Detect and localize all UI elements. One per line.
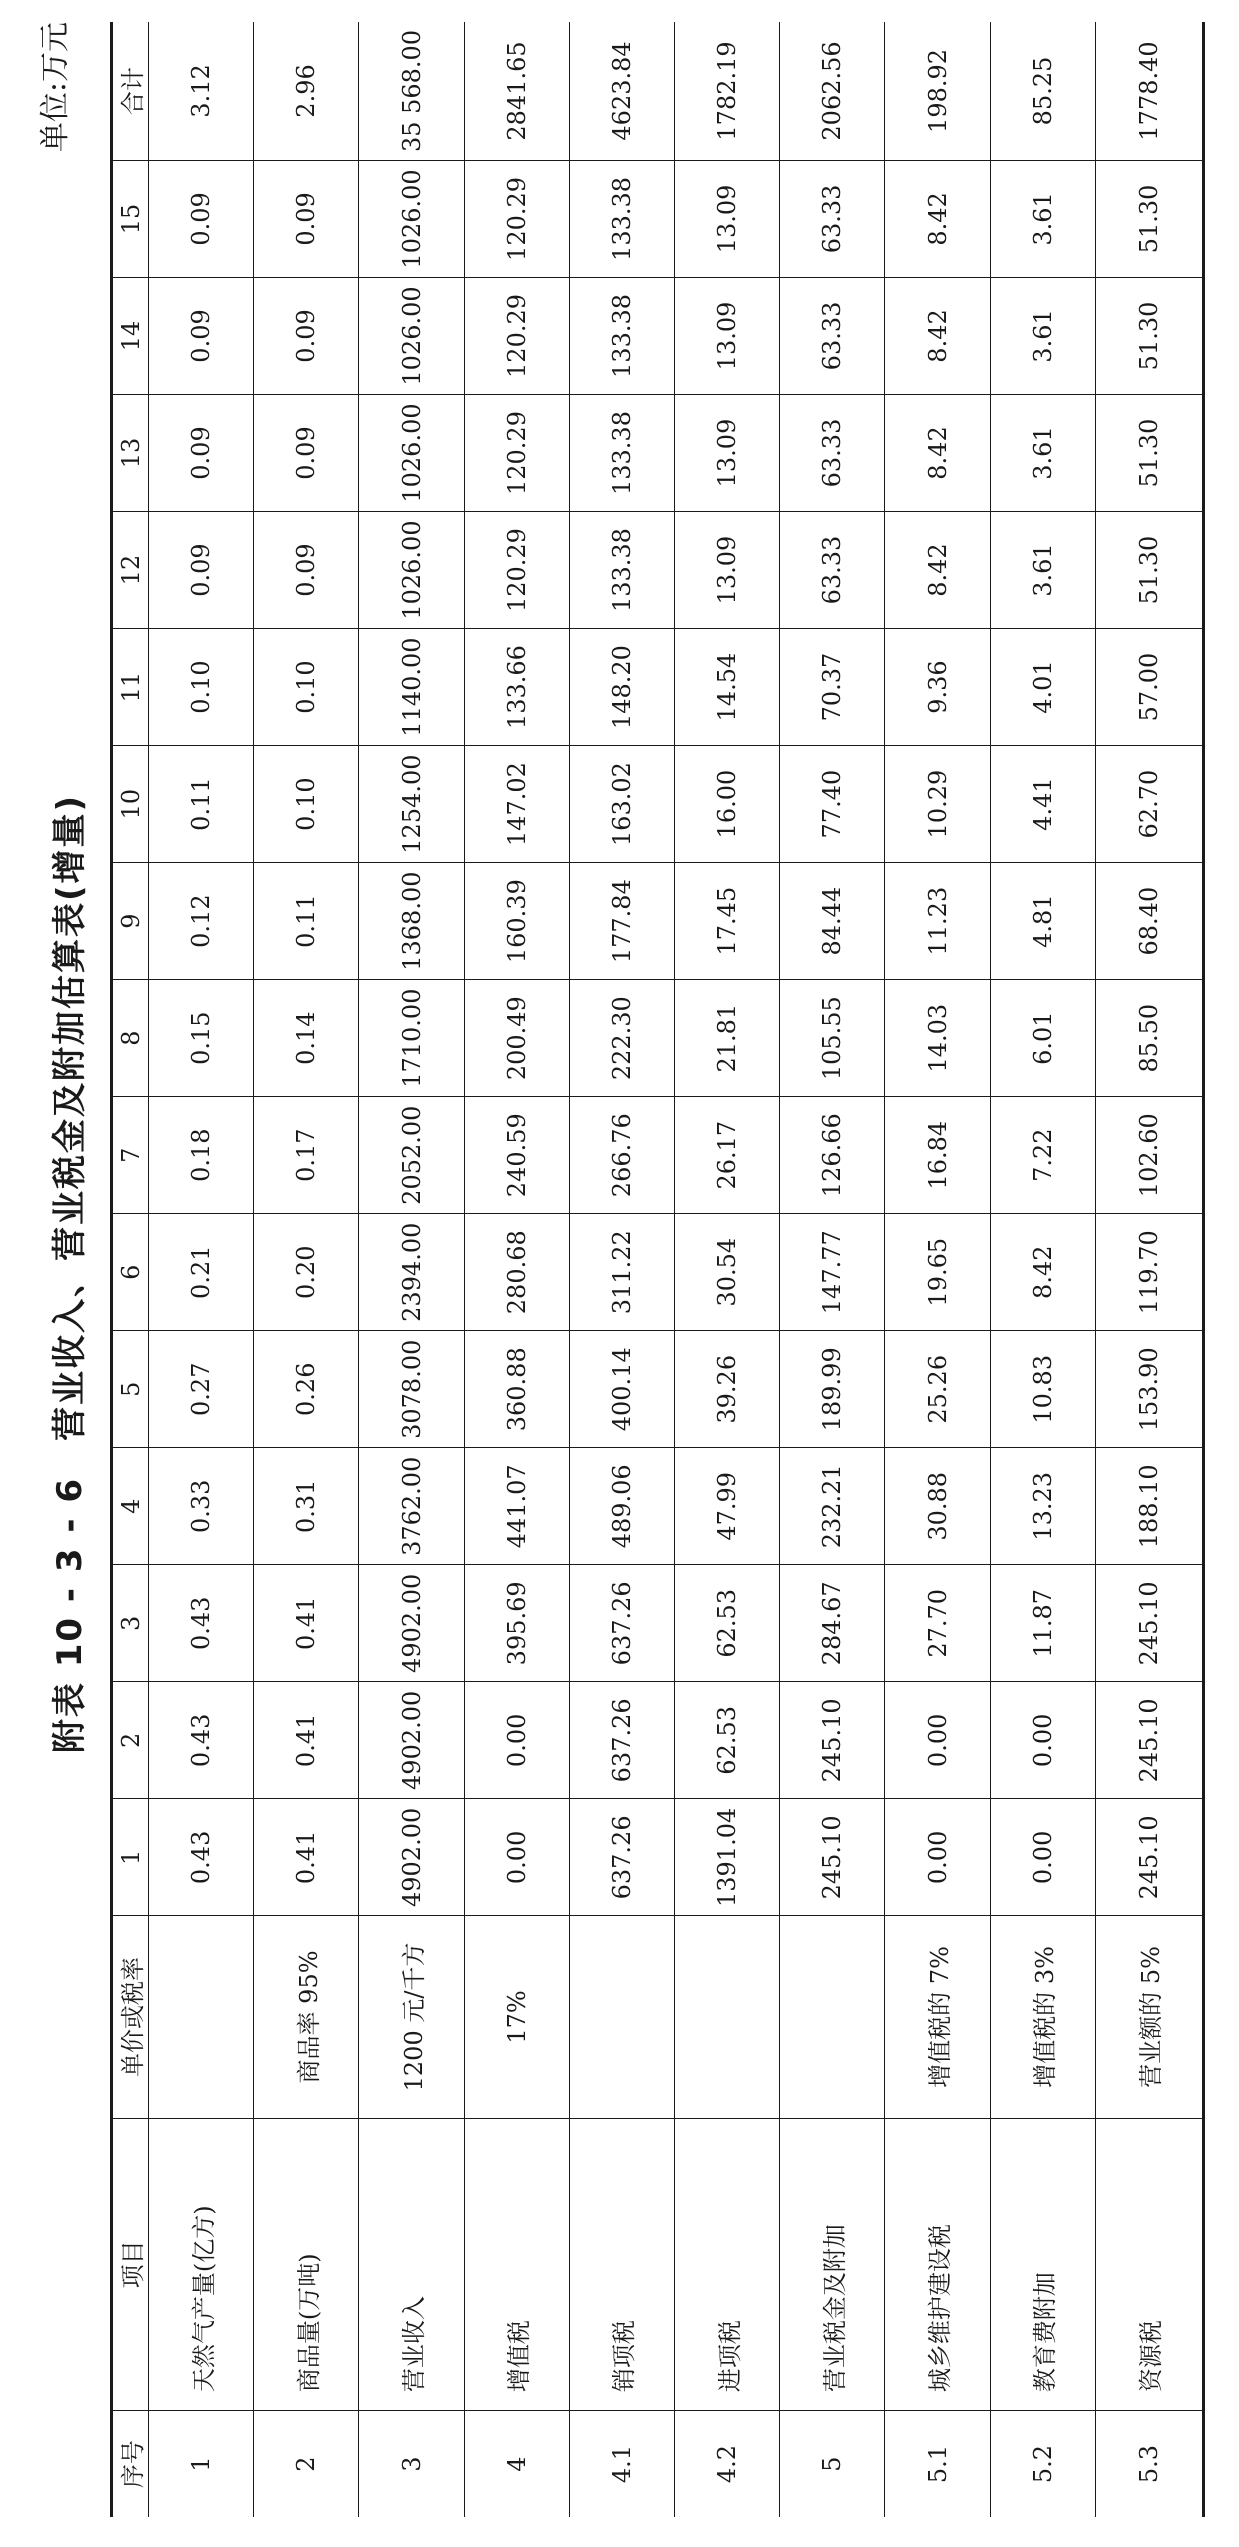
value-cell: 19.65 — [885, 1214, 990, 1331]
rate-cell: 增值税的 7% — [885, 1916, 990, 2118]
column-header: 1 — [112, 1799, 149, 1916]
row-number-cell: 2 — [254, 2411, 359, 2517]
column-header: 序号 — [112, 2411, 149, 2517]
value-cell: 245.10 — [780, 1799, 885, 1916]
value-cell: 0.31 — [254, 1448, 359, 1565]
total-cell: 4623.84 — [569, 22, 674, 160]
value-cell: 0.33 — [149, 1448, 254, 1565]
item-name-cell: 营业收入 — [359, 2118, 464, 2411]
column-header: 合计 — [112, 22, 149, 160]
value-cell: 1140.00 — [359, 629, 464, 746]
rate-cell — [780, 1916, 885, 2118]
table-row — [149, 22, 254, 2517]
rate-cell: 营业额的 5% — [1095, 1916, 1203, 2118]
item-name-cell: 城乡维护建设税 — [885, 2118, 990, 2411]
value-cell: 1254.00 — [359, 746, 464, 863]
column-header: 10 — [112, 746, 149, 863]
table-row — [359, 22, 464, 2517]
table-row — [675, 22, 780, 2517]
column-header: 8 — [112, 980, 149, 1097]
value-cell: 0.10 — [149, 629, 254, 746]
value-cell: 13.09 — [675, 394, 780, 511]
value-cell: 0.09 — [149, 160, 254, 277]
value-cell: 163.02 — [569, 746, 674, 863]
header-row — [112, 22, 149, 2517]
total-cell: 1778.40 — [1095, 22, 1203, 160]
value-cell: 4.41 — [990, 746, 1095, 863]
revenue-tax-table — [110, 22, 1205, 2517]
value-cell: 13.09 — [675, 160, 780, 277]
value-cell: 0.00 — [885, 1799, 990, 1916]
row-number-cell: 3 — [359, 2411, 464, 2517]
value-cell: 1026.00 — [359, 512, 464, 629]
value-cell: 63.33 — [780, 277, 885, 394]
value-cell: 0.43 — [149, 1565, 254, 1682]
value-cell: 51.30 — [1095, 277, 1203, 394]
value-cell: 0.11 — [254, 863, 359, 980]
value-cell: 0.43 — [149, 1682, 254, 1799]
value-cell: 3.61 — [990, 160, 1095, 277]
total-cell: 35 568.00 — [359, 22, 464, 160]
column-header: 7 — [112, 1097, 149, 1214]
column-header: 6 — [112, 1214, 149, 1331]
value-cell: 16.84 — [885, 1097, 990, 1214]
value-cell: 13.09 — [675, 512, 780, 629]
row-number-cell: 5.2 — [990, 2411, 1095, 2517]
value-cell: 13.09 — [675, 277, 780, 394]
value-cell: 3.61 — [990, 512, 1095, 629]
value-cell: 8.42 — [885, 160, 990, 277]
value-cell: 133.38 — [569, 160, 674, 277]
value-cell: 0.26 — [254, 1331, 359, 1448]
value-cell: 62.53 — [675, 1682, 780, 1799]
value-cell: 160.39 — [464, 863, 569, 980]
value-cell: 0.17 — [254, 1097, 359, 1214]
value-cell: 1391.04 — [675, 1799, 780, 1916]
value-cell: 2052.00 — [359, 1097, 464, 1214]
table-row — [990, 22, 1095, 2517]
rate-cell: 商品率 95% — [254, 1916, 359, 2118]
value-cell: 4902.00 — [359, 1799, 464, 1916]
value-cell: 284.67 — [780, 1565, 885, 1682]
value-cell: 0.10 — [254, 746, 359, 863]
column-header: 4 — [112, 1448, 149, 1565]
row-number-cell: 4 — [464, 2411, 569, 2517]
value-cell: 0.41 — [254, 1682, 359, 1799]
total-cell: 1782.19 — [675, 22, 780, 160]
unit-label: 单位:万元 — [38, 22, 73, 153]
value-cell: 30.54 — [675, 1214, 780, 1331]
table-row — [885, 22, 990, 2517]
total-cell: 3.12 — [149, 22, 254, 160]
rate-cell: 1200 元/千方 — [359, 1916, 464, 2118]
value-cell: 6.01 — [990, 980, 1095, 1097]
column-header: 14 — [112, 277, 149, 394]
value-cell: 84.44 — [780, 863, 885, 980]
value-cell: 105.55 — [780, 980, 885, 1097]
column-header: 13 — [112, 394, 149, 511]
rate-cell: 17% — [464, 1916, 569, 2118]
value-cell: 0.00 — [885, 1682, 990, 1799]
value-cell: 0.09 — [149, 394, 254, 511]
value-cell: 245.10 — [1095, 1682, 1203, 1799]
value-cell: 133.38 — [569, 277, 674, 394]
value-cell: 1026.00 — [359, 394, 464, 511]
value-cell: 0.12 — [149, 863, 254, 980]
value-cell: 77.40 — [780, 746, 885, 863]
value-cell: 245.10 — [780, 1682, 885, 1799]
value-cell: 25.26 — [885, 1331, 990, 1448]
column-header: 2 — [112, 1682, 149, 1799]
value-cell: 637.26 — [569, 1682, 674, 1799]
column-header: 15 — [112, 160, 149, 277]
value-cell: 311.22 — [569, 1214, 674, 1331]
value-cell: 1710.00 — [359, 980, 464, 1097]
table-row — [464, 22, 569, 2517]
value-cell: 148.20 — [569, 629, 674, 746]
value-cell: 26.17 — [675, 1097, 780, 1214]
value-cell: 120.29 — [464, 160, 569, 277]
column-header: 3 — [112, 1565, 149, 1682]
value-cell: 8.42 — [990, 1214, 1095, 1331]
value-cell: 0.00 — [990, 1682, 1095, 1799]
row-number-cell: 5.1 — [885, 2411, 990, 2517]
value-cell: 62.70 — [1095, 746, 1203, 863]
row-number-cell: 5.3 — [1095, 2411, 1203, 2517]
item-name-cell: 天然气产量(亿方) — [149, 2118, 254, 2411]
rate-cell — [149, 1916, 254, 2118]
value-cell: 47.99 — [675, 1448, 780, 1565]
total-cell: 85.25 — [990, 22, 1095, 160]
rate-cell — [569, 1916, 674, 2118]
row-number-cell: 4.1 — [569, 2411, 674, 2517]
value-cell: 153.90 — [1095, 1331, 1203, 1448]
value-cell: 222.30 — [569, 980, 674, 1097]
rate-cell — [675, 1916, 780, 2118]
value-cell: 4902.00 — [359, 1565, 464, 1682]
value-cell: 0.21 — [149, 1214, 254, 1331]
value-cell: 3078.00 — [359, 1331, 464, 1448]
total-cell: 198.92 — [885, 22, 990, 160]
value-cell: 0.09 — [254, 394, 359, 511]
item-name-cell: 销项税 — [569, 2118, 674, 2411]
value-cell: 360.88 — [464, 1331, 569, 1448]
value-cell: 489.06 — [569, 1448, 674, 1565]
column-header: 单价或税率 — [112, 1916, 149, 2118]
table-row — [569, 22, 674, 2517]
value-cell: 8.42 — [885, 512, 990, 629]
value-cell: 133.38 — [569, 512, 674, 629]
column-header: 5 — [112, 1331, 149, 1448]
value-cell: 0.10 — [254, 629, 359, 746]
value-cell: 1026.00 — [359, 160, 464, 277]
value-cell: 400.14 — [569, 1331, 674, 1448]
value-cell: 51.30 — [1095, 160, 1203, 277]
value-cell: 21.81 — [675, 980, 780, 1097]
value-cell: 245.10 — [1095, 1799, 1203, 1916]
column-header: 12 — [112, 512, 149, 629]
value-cell: 9.36 — [885, 629, 990, 746]
value-cell: 245.10 — [1095, 1565, 1203, 1682]
value-cell: 441.07 — [464, 1448, 569, 1565]
value-cell: 4902.00 — [359, 1682, 464, 1799]
value-cell: 0.00 — [464, 1682, 569, 1799]
value-cell: 13.23 — [990, 1448, 1095, 1565]
value-cell: 8.42 — [885, 277, 990, 394]
total-cell: 2.96 — [254, 22, 359, 160]
value-cell: 63.33 — [780, 394, 885, 511]
value-cell: 0.20 — [254, 1214, 359, 1331]
item-name-cell: 营业税金及附加 — [780, 2118, 885, 2411]
value-cell: 39.26 — [675, 1331, 780, 1448]
value-cell: 51.30 — [1095, 512, 1203, 629]
item-name-cell: 进项税 — [675, 2118, 780, 2411]
value-cell: 7.22 — [990, 1097, 1095, 1214]
value-cell: 0.14 — [254, 980, 359, 1097]
value-cell: 189.99 — [780, 1331, 885, 1448]
item-name-cell: 教育费附加 — [990, 2118, 1095, 2411]
column-header: 项目 — [112, 2118, 149, 2411]
value-cell: 266.76 — [569, 1097, 674, 1214]
value-cell: 126.66 — [780, 1097, 885, 1214]
item-name-cell: 增值税 — [464, 2118, 569, 2411]
value-cell: 63.33 — [780, 512, 885, 629]
value-cell: 0.09 — [149, 512, 254, 629]
value-cell: 395.69 — [464, 1565, 569, 1682]
value-cell: 0.11 — [149, 746, 254, 863]
value-cell: 0.00 — [990, 1799, 1095, 1916]
table-row — [1095, 22, 1203, 2517]
value-cell: 0.09 — [149, 277, 254, 394]
value-cell: 27.70 — [885, 1565, 990, 1682]
table-title: 附表 10 - 3 - 6 营业收入、营业税金及附加估算表(增量) — [50, 793, 90, 1754]
value-cell: 0.09 — [254, 512, 359, 629]
table-body — [149, 22, 1204, 2517]
value-cell: 240.59 — [464, 1097, 569, 1214]
value-cell: 637.26 — [569, 1565, 674, 1682]
value-cell: 133.66 — [464, 629, 569, 746]
value-cell: 0.18 — [149, 1097, 254, 1214]
column-header: 11 — [112, 629, 149, 746]
value-cell: 102.60 — [1095, 1097, 1203, 1214]
value-cell: 3.61 — [990, 277, 1095, 394]
value-cell: 200.49 — [464, 980, 569, 1097]
value-cell: 0.41 — [254, 1799, 359, 1916]
value-cell: 0.09 — [254, 160, 359, 277]
value-cell: 0.43 — [149, 1799, 254, 1916]
value-cell: 51.30 — [1095, 394, 1203, 511]
value-cell: 16.00 — [675, 746, 780, 863]
total-cell: 2062.56 — [780, 22, 885, 160]
value-cell: 147.77 — [780, 1214, 885, 1331]
value-cell: 0.00 — [464, 1799, 569, 1916]
value-cell: 147.02 — [464, 746, 569, 863]
value-cell: 0.15 — [149, 980, 254, 1097]
row-number-cell: 4.2 — [675, 2411, 780, 2517]
value-cell: 17.45 — [675, 863, 780, 980]
value-cell: 4.01 — [990, 629, 1095, 746]
value-cell: 120.29 — [464, 512, 569, 629]
value-cell: 30.88 — [885, 1448, 990, 1565]
value-cell: 11.23 — [885, 863, 990, 980]
value-cell: 11.87 — [990, 1565, 1095, 1682]
value-cell: 10.83 — [990, 1331, 1095, 1448]
column-header: 9 — [112, 863, 149, 980]
value-cell: 120.29 — [464, 394, 569, 511]
value-cell: 3.61 — [990, 394, 1095, 511]
row-number-cell: 1 — [149, 2411, 254, 2517]
value-cell: 68.40 — [1095, 863, 1203, 980]
value-cell: 14.03 — [885, 980, 990, 1097]
value-cell: 3762.00 — [359, 1448, 464, 1565]
value-cell: 120.29 — [464, 277, 569, 394]
total-cell: 2841.65 — [464, 22, 569, 160]
value-cell: 4.81 — [990, 863, 1095, 980]
value-cell: 1026.00 — [359, 277, 464, 394]
value-cell: 14.54 — [675, 629, 780, 746]
value-cell: 8.42 — [885, 394, 990, 511]
value-cell: 133.38 — [569, 394, 674, 511]
value-cell: 57.00 — [1095, 629, 1203, 746]
rate-cell: 增值税的 3% — [990, 1916, 1095, 2118]
value-cell: 177.84 — [569, 863, 674, 980]
value-cell: 10.29 — [885, 746, 990, 863]
value-cell: 63.33 — [780, 160, 885, 277]
table-row — [780, 22, 885, 2517]
item-name-cell: 资源税 — [1095, 2118, 1203, 2411]
value-cell: 119.70 — [1095, 1214, 1203, 1331]
row-number-cell: 5 — [780, 2411, 885, 2517]
value-cell: 232.21 — [780, 1448, 885, 1565]
value-cell: 0.41 — [254, 1565, 359, 1682]
value-cell: 0.27 — [149, 1331, 254, 1448]
value-cell: 62.53 — [675, 1565, 780, 1682]
table-row — [254, 22, 359, 2517]
item-name-cell: 商品量(万吨) — [254, 2118, 359, 2411]
value-cell: 85.50 — [1095, 980, 1203, 1097]
value-cell: 70.37 — [780, 629, 885, 746]
value-cell: 188.10 — [1095, 1448, 1203, 1565]
value-cell: 1368.00 — [359, 863, 464, 980]
value-cell: 2394.00 — [359, 1214, 464, 1331]
value-cell: 0.09 — [254, 277, 359, 394]
value-cell: 280.68 — [464, 1214, 569, 1331]
value-cell: 637.26 — [569, 1799, 674, 1916]
